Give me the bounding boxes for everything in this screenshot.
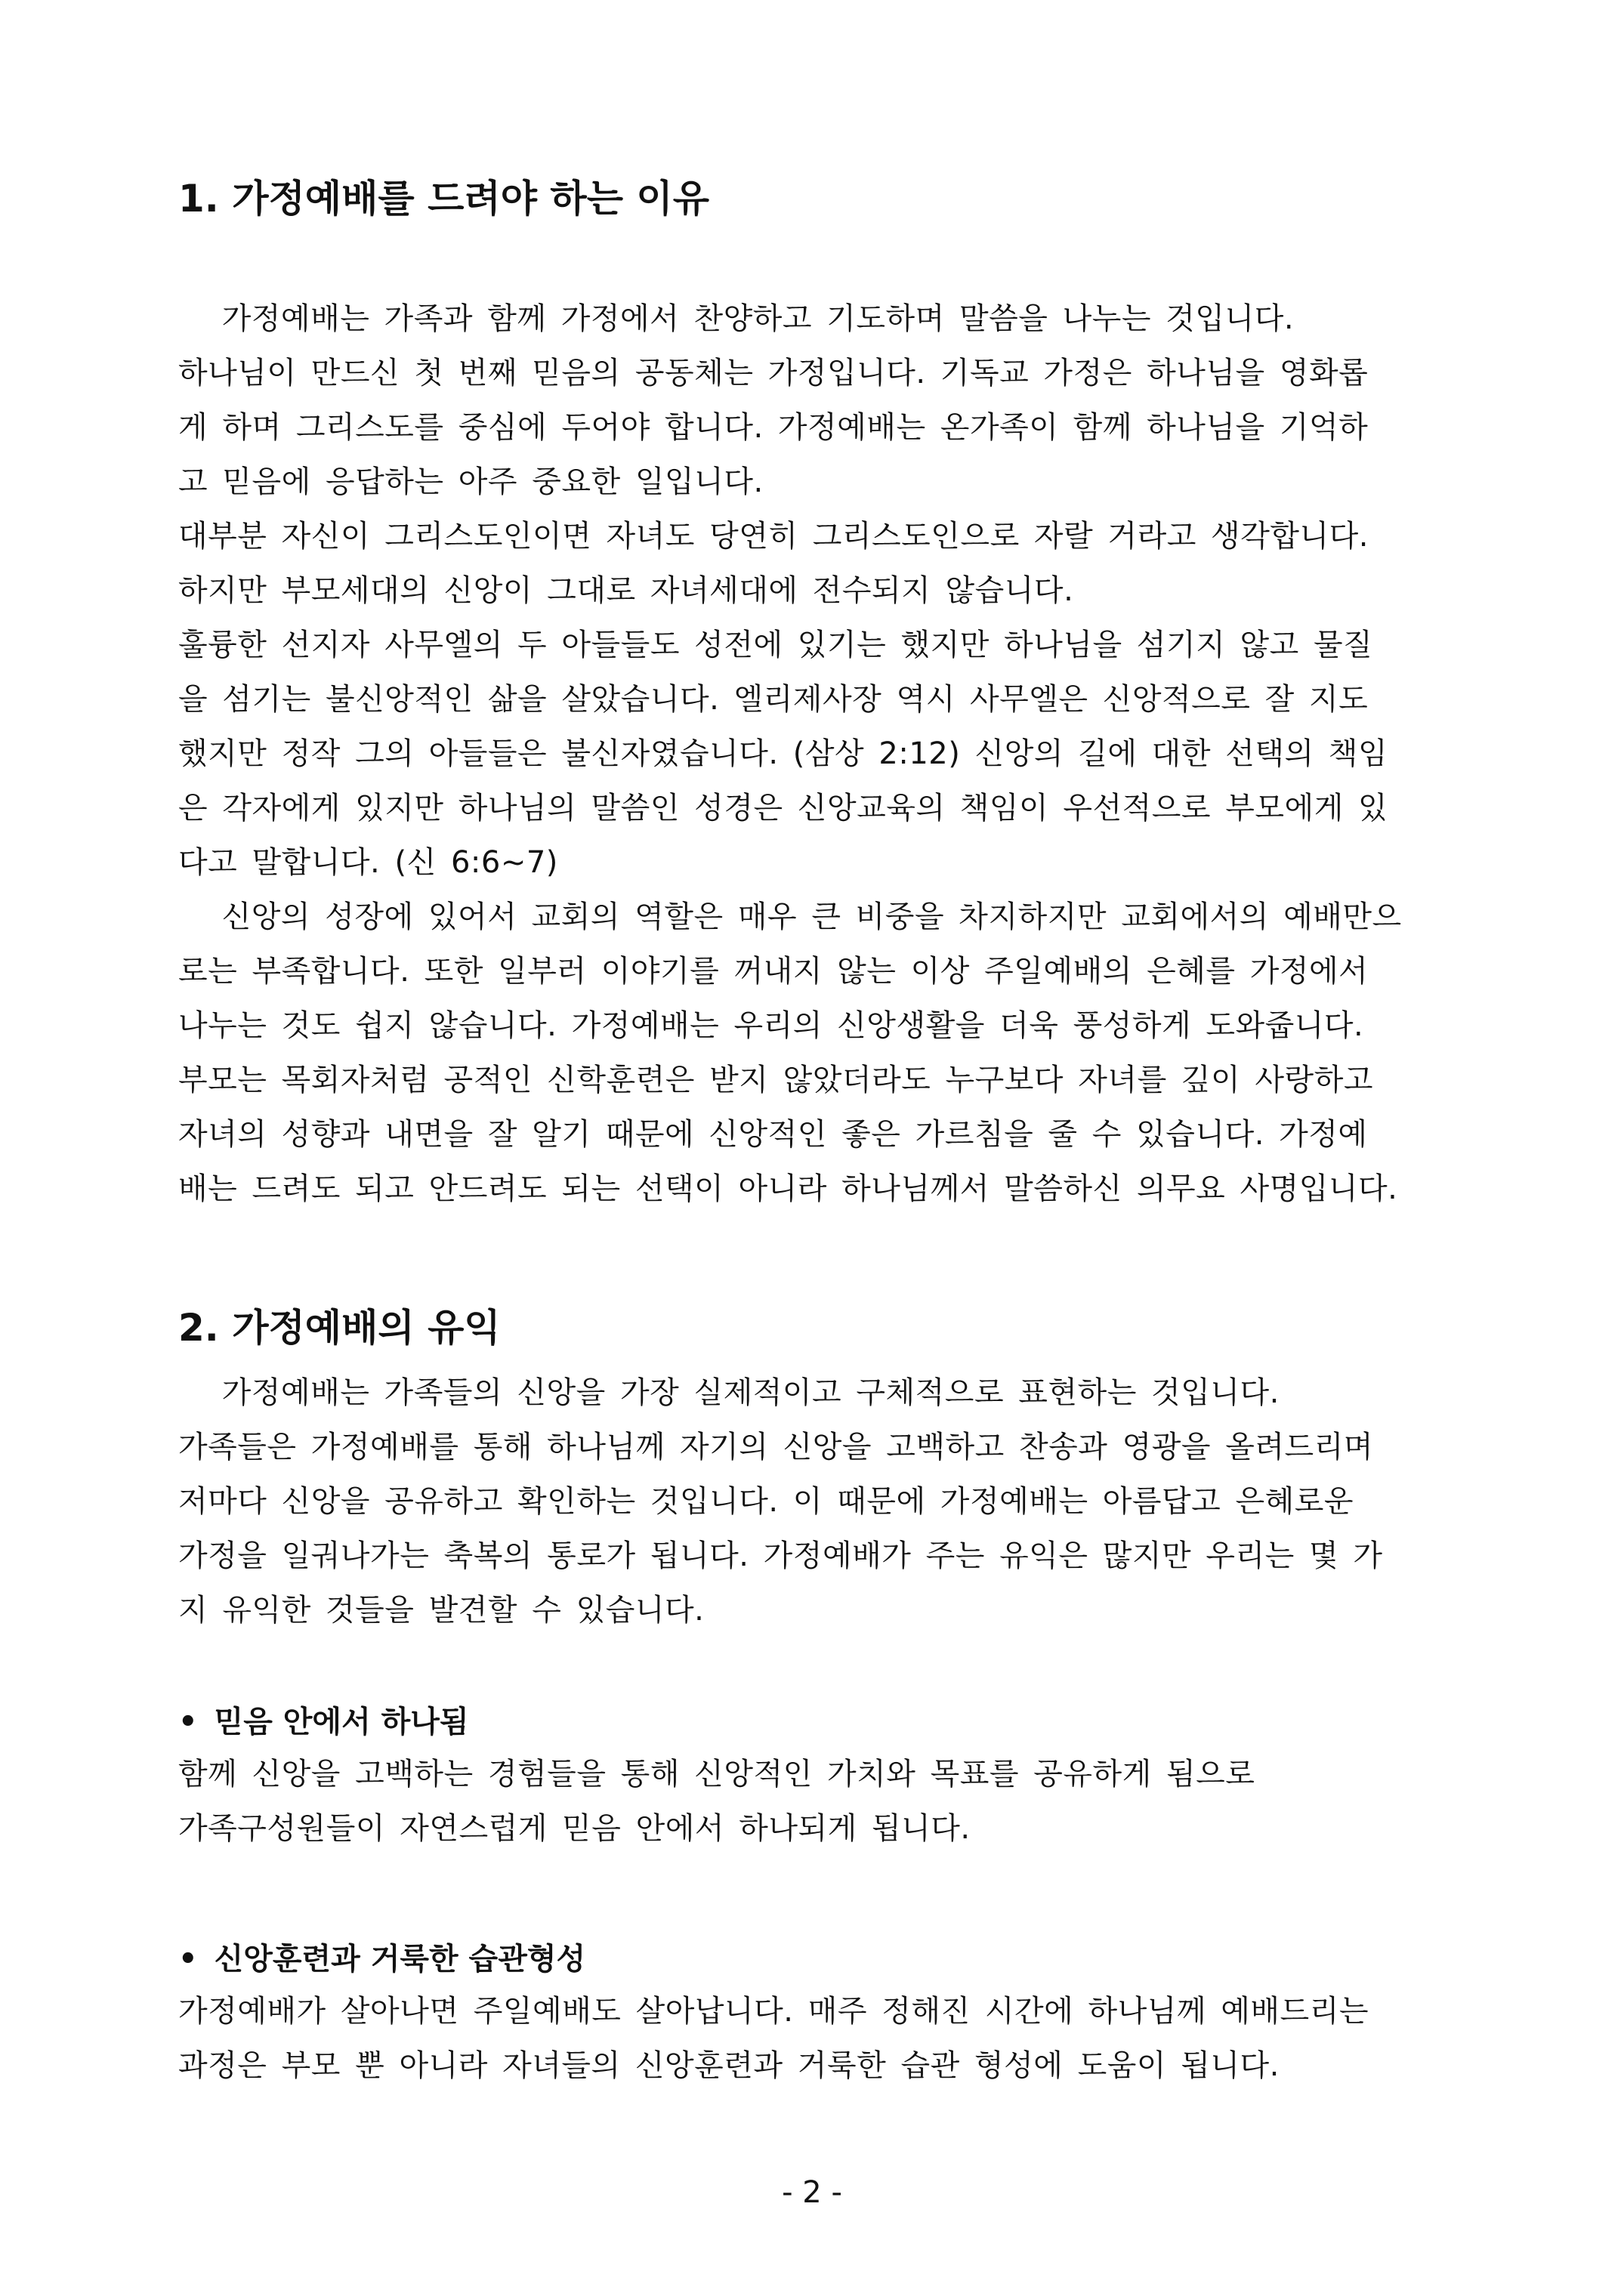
paragraph-line: 가정을 일궈나가는 축복의 통로가 됩니다. 가정예배가 주는 유익은 많지만 우리는 몇 가 (178, 1538, 1383, 1573)
paragraph-line: 다고 말합니다. (신 6:6~7) (178, 845, 558, 880)
benefit-body (178, 1984, 1462, 2093)
section1-body (178, 292, 1462, 1216)
paragraph-line: 가정예배가 살아나면 주일예배도 살아납니다. 매주 정해진 시간에 하나님께 예배드리는 (178, 1994, 1369, 2029)
paragraph-line: 대부분 자신이 그리스도인이면 자녀도 당연히 그리스도인으로 자랄 거라고 생각합니다. (178, 519, 1369, 554)
paragraph-line: 부모는 목회자처럼 공적인 신학훈련은 받지 않았더라도 누구보다 자녀를 깊이 사랑하고 (178, 1063, 1373, 1097)
paragraph-line: 지 유익한 것들을 발견할 수 있습니다. (178, 1593, 705, 1628)
paragraph-line: 나누는 것도 쉽지 않습니다. 가정예배는 우리의 신앙생활을 더욱 풍성하게 도와줍니다. (178, 1008, 1364, 1043)
paragraph-line: 저마다 신앙을 공유하고 확인하는 것입니다. 이 때문에 가정예배는 아름답고 은혜로운 (178, 1484, 1354, 1519)
benefit-title: 믿음 안에서 하나됨 (214, 1705, 469, 1739)
paragraph-line: 가정예배는 가족들의 신앙을 가장 실제적이고 구체적으로 표현하는 것입니다. (178, 1375, 1280, 1410)
section2-heading: 2. 가정예배의 유익 (178, 1306, 501, 1350)
paragraph-line: 하나님이 만드신 첫 번째 믿음의 공동체는 가정입니다. 기독교 가정은 하나님을 영화롭 (178, 356, 1369, 390)
paragraph-line: 은 각자에게 있지만 하나님의 말씀인 성경은 신앙교육의 책임이 우선적으로 부모에게 있 (178, 791, 1388, 826)
benefit-heading (178, 1696, 469, 1748)
bullet-icon: • (178, 1705, 198, 1739)
paragraph-line: 함께 신앙을 고백하는 경험들을 통해 신앙적인 가치와 목표를 공유하게 됨으로 (178, 1757, 1255, 1792)
paragraph-line: 하지만 부모세대의 신앙이 그대로 자녀세대에 전수되지 않습니다. (178, 573, 1074, 608)
section2-body (178, 1366, 1462, 1637)
benefit-body (178, 1747, 1462, 1856)
section1-heading: 1. 가정예배를 드려야 하는 이유 (178, 177, 710, 221)
benefit-heading (178, 1933, 585, 1986)
paragraph-line: 가정예배는 가족과 함께 가정에서 찬양하고 기도하며 말씀을 나누는 것입니다. (178, 301, 1295, 336)
paragraph-line: 훌륭한 선지자 사무엘의 두 아들들도 성전에 있기는 했지만 하나님을 섬기지 않고 물질 (178, 628, 1373, 662)
paragraph-line: 신앙의 성장에 있어서 교회의 역할은 매우 큰 비중을 차지하지만 교회에서의 예배만으 (178, 900, 1402, 934)
paragraph-line: 배는 드려도 되고 안드려도 되는 선택이 아니라 하나님께서 말씀하신 의무요 사명입니다. (178, 1171, 1398, 1206)
paragraph-line: 과정은 부모 뿐 아니라 자녀들의 신앙훈련과 거룩한 습관 형성에 도움이 됩니다. (178, 2048, 1280, 2083)
page-number: - 2 - (782, 2175, 842, 2210)
paragraph-line: 을 섬기는 불신앙적인 삶을 살았습니다. 엘리제사장 역시 사무엘은 신앙적으로 잘 지도 (178, 682, 1369, 717)
paragraph-line: 가족들은 가정예배를 통해 하나님께 자기의 신앙을 고백하고 찬송과 영광을 올려드리며 (178, 1430, 1373, 1464)
paragraph-line: 가족구성원들이 자연스럽게 믿음 안에서 하나되게 됩니다. (178, 1811, 971, 1846)
bullet-icon: • (178, 1942, 198, 1977)
paragraph-line: 게 하며 그리스도를 중심에 두어야 합니다. 가정예배는 온가족이 함께 하나님을 기억하 (178, 410, 1369, 445)
benefit-title: 신앙훈련과 거룩한 습관형성 (214, 1942, 586, 1977)
paragraph-line: 했지만 정작 그의 아들들은 불신자였습니다. (삼상 2:12) 신앙의 길에 대한 선택의 책임 (178, 736, 1388, 771)
paragraph-line: 로는 부족합니다. 또한 일부러 이야기를 꺼내지 않는 이상 주일예배의 은혜를 가정에서 (178, 954, 1369, 989)
paragraph-line: 자녀의 성향과 내면을 잘 알기 때문에 신앙적인 좋은 가르침을 줄 수 있습니다. 가정예 (178, 1117, 1368, 1152)
paragraph-line: 고 믿음에 응답하는 아주 중요한 일입니다. (178, 464, 764, 499)
